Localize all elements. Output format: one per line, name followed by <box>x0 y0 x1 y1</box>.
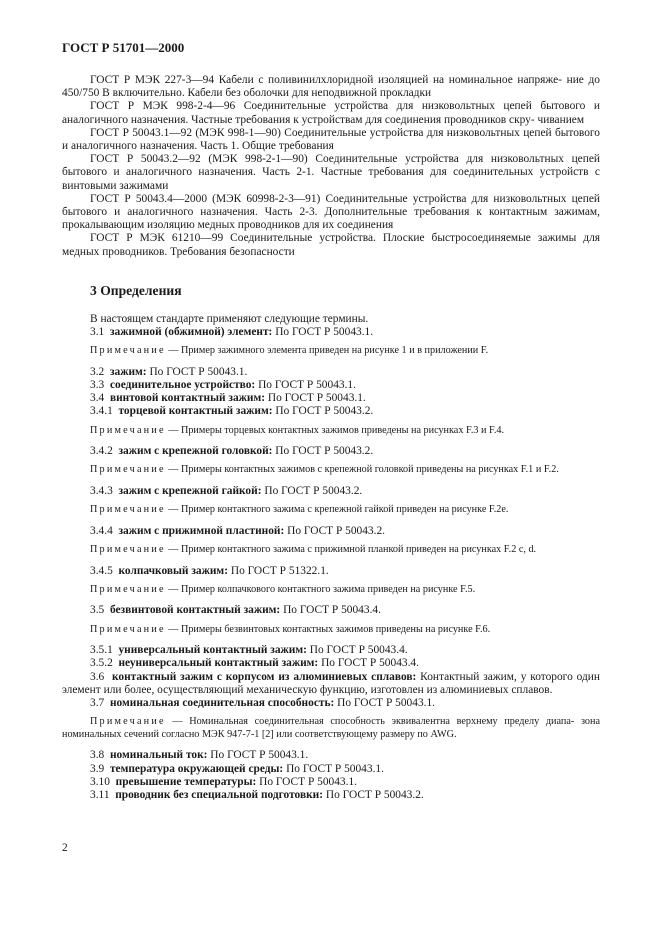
reference-item: ГОСТ Р МЭК 61210—99 Соединительные устройства. Плоские быстросоединяемые зажимы для медных проводников. Требования безопасности <box>62 232 600 258</box>
term-3-4-4: 3.4.4 зажим с прижимной пластиной: По ГОСТ Р 50043.2. <box>90 524 386 537</box>
reference-item: ГОСТ Р МЭК 998-2-4—96 Соединительные устройства для низковольтных цепей бытового и аналогичного назначения. Частные требования к устройствам для соединения проводников скру- чиванием <box>62 100 600 126</box>
term-3-5-2: 3.5.2 неуниверсальный контактный зажим: По ГОСТ Р 50043.4. <box>90 657 419 670</box>
document-header: ГОСТ Р 51701—2000 <box>62 40 185 55</box>
term-3-9: 3.9 температура окружающей среды: По ГОСТ Р 50043.1. <box>90 762 384 775</box>
page-content <box>62 74 600 802</box>
note: Примечание — Примеры торцевых контактных зажимов приведены на рисунках F.3 и F.4. <box>90 424 505 436</box>
term-3-7: 3.7 номинальная соединительная способность: По ГОСТ Р 50043.1. <box>90 697 436 710</box>
note: Примечание — Пример контактного зажима с прижимной планкой приведен на рисунках F.2 с, d. <box>90 544 537 556</box>
term-3-5: 3.5 безвинтовой контактный зажим: По ГОСТ Р 50043.4. <box>90 604 381 617</box>
term-3-4-2: 3.4.2 зажим с крепежной головкой: По ГОСТ Р 50043.2. <box>90 445 374 458</box>
term-3-3: 3.3 соединительное устройство: По ГОСТ Р 50043.1. <box>90 379 356 392</box>
page-number: 2 <box>62 842 68 854</box>
reference-item: ГОСТ Р 50043.4—2000 (МЭК 60998-2-3—91) Соединительные устройства для низковольтных цепей бытового и аналогичного назначения. Часть 2-3. Дополнительные требования к контактным зажимам, прокалывающим изоляцию медных проводников для их соединения <box>62 192 600 232</box>
note: Примечание — Пример контактного зажима с крепежной гайкой приведен на рисунке F.2е. <box>90 504 509 516</box>
note: Примечание — Примеры контактных зажимов с крепежной головкой приведены на рисунках F.1 и F.2. <box>90 464 559 476</box>
section-title: 3 Определения <box>90 282 182 298</box>
section-intro: В настоящем стандарте применяют следующие термины. <box>90 312 369 325</box>
reference-item: ГОСТ Р 50043.2—92 (МЭК 998-2-1—90) Соединительные устройства для низковольтных цепей бытового и аналогичного назначения. Часть 2-1. Частные требования для соединительных устройств с винтовыми зажимами <box>62 153 600 192</box>
note: Примечание — Номинальная соединительная способность эквивалентна верхнему пределу диапа- зона номинальных сечений согласно МЭК 947-7-1 [2] или соответствующему размеру по AWG. <box>62 716 600 740</box>
note: Примечание — Примеры безвинтовых контактных зажимов приведены на рисунке F.6. <box>90 623 491 635</box>
term-3-2: 3.2 зажим: По ГОСТ Р 50043.1. <box>90 365 248 378</box>
term-3-4: 3.4 винтовой контактный зажим: По ГОСТ Р 50043.1. <box>90 392 366 405</box>
term-3-11: 3.11 проводник без специальной подготовки: По ГОСТ Р 50043.2. <box>90 789 424 802</box>
note: Примечание — Пример зажимного элемента приведен на рисунке 1 и в приложении F. <box>90 345 489 357</box>
reference-item: ГОСТ Р МЭК 227-3—94 Кабели с поливинилхлоридной изоляцией на номинальное напряже- ние до 450/750 В включительно. Кабели без оболочки для неподвижной прокладки <box>62 74 600 100</box>
term-3-8: 3.8 номинальный ток: По ГОСТ Р 50043.1. <box>90 749 309 762</box>
term-3-10: 3.10 превышение температуры: По ГОСТ Р 50043.1. <box>90 775 358 788</box>
term-3-6: 3.6 контактный зажим с корпусом из алюминиевых сплавов: Контактный зажим, у которого один элемент или более, осуществляющий механическую функцию, изготовлен из алюминиевых сплавов. <box>62 670 600 696</box>
term-3-4-5: 3.4.5 колпачковый зажим: По ГОСТ Р 51322.1. <box>90 564 329 577</box>
term-3-4-1: 3.4.1 торцевой контактный зажим: По ГОСТ Р 50043.2. <box>90 405 374 418</box>
note: Примечание — Пример колпачкового контактного зажима приведен на рисунке F.5. <box>90 583 476 595</box>
term-3-1: 3.1 зажимной (обжимной) элемент: По ГОСТ Р 50043.1. <box>90 326 374 339</box>
term-3-4-3: 3.4.3 зажим с крепежной гайкой: По ГОСТ Р 50043.2. <box>90 485 363 498</box>
term-3-5-1: 3.5.1 универсальный контактный зажим: По ГОСТ Р 50043.4. <box>90 644 408 657</box>
reference-item: ГОСТ Р 50043.1—92 (МЭК 998-1—90) Соединительные устройства для низковольтных цепей бытового и аналогичного назначения. Часть 1. Общие требования <box>62 126 600 153</box>
